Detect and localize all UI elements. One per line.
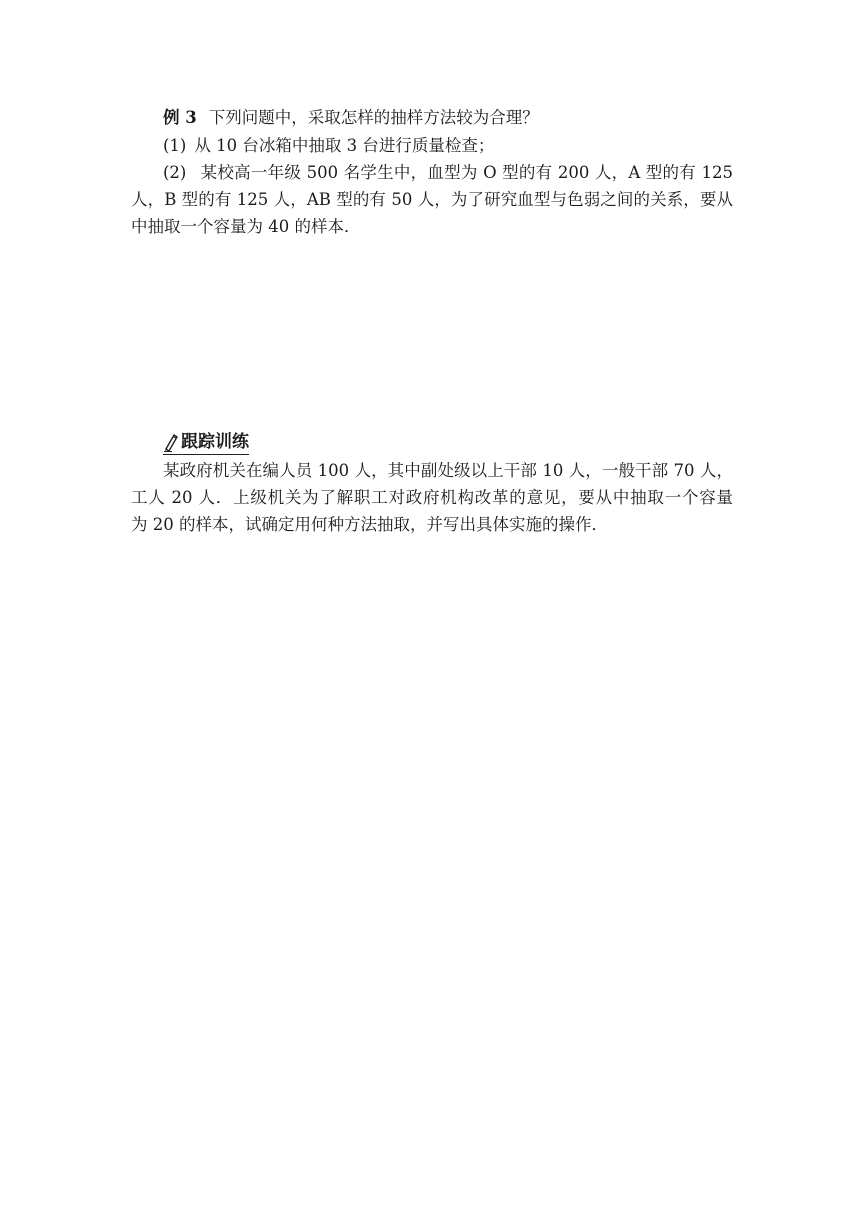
item-2-text-line-1: 某校高一年级 500 名学生中，血型为 O 型的有 200 人，A 型的有 125 <box>200 163 733 182</box>
example-item-2-line-2 <box>131 189 733 211</box>
practice-heading <box>163 430 249 455</box>
example-label: 例 3 <box>163 108 197 127</box>
practice-line-3 <box>131 514 608 536</box>
practice-title: 跟踪训练 <box>181 432 249 452</box>
item-2-text-line-2: 人，B 型的有 125 人，AB 型的有 50 人，为了研究血型与色弱之间的关系，要从 <box>131 190 733 209</box>
item-2-number: (2) <box>163 163 187 182</box>
practice-text-line-3: 为 20 的样本，试确定用何种方法抽取，并写出具体实施的操作． <box>131 515 608 534</box>
example-question-line <box>163 107 539 129</box>
practice-line-1 <box>163 460 733 482</box>
example-item-2-line-3 <box>131 216 361 238</box>
item-2-text-line-3: 中抽取一个容量为 40 的样本． <box>131 217 361 236</box>
item-1-number: (1) <box>163 136 187 155</box>
example-item-2-line-1 <box>163 162 733 184</box>
item-1-text: 从 10 台冰箱中抽取 3 台进行质量检查； <box>194 136 495 155</box>
example-question: 下列问题中，采取怎样的抽样方法较为合理？ <box>208 108 539 127</box>
example-item-1 <box>163 135 494 157</box>
practice-text-line-2: 工人 20 人．上级机关为了解职工对政府机构改革的意见，要从中抽取一个容量 <box>131 488 733 507</box>
practice-text-line-1: 某政府机关在编人员 100 人，其中副处级以上干部 10 人，一般干部 70 人， <box>163 461 733 480</box>
practice-line-2 <box>131 487 733 509</box>
pencil-icon <box>163 432 179 452</box>
